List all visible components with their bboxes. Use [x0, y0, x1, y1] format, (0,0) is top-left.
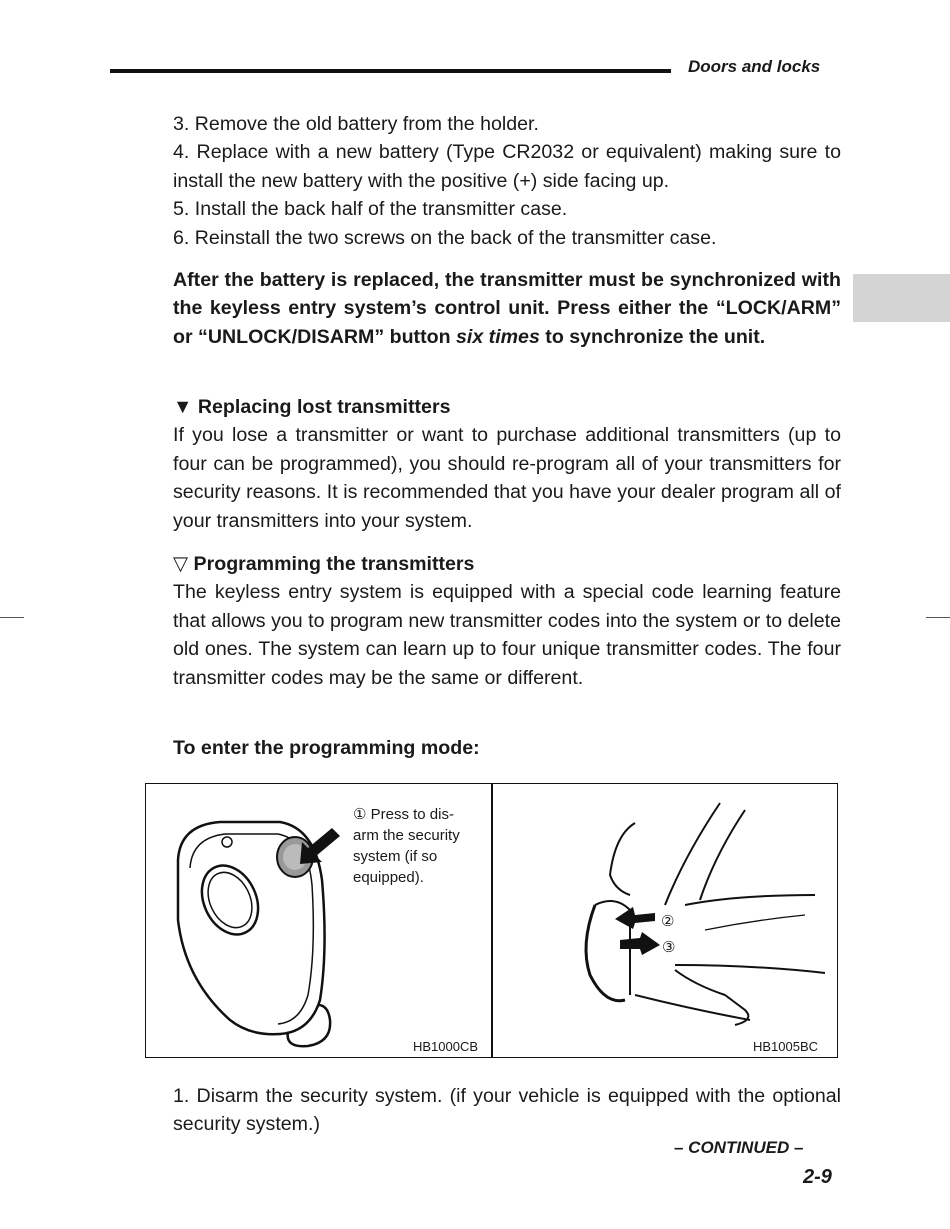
page-number: 2-9 — [803, 1166, 832, 1188]
crop-mark-right — [926, 617, 950, 618]
section-lost-title: Replacing lost transmitters — [197, 396, 451, 418]
step-6: 6. Reinstall the two screws on the back of the transmitter case. — [173, 226, 717, 249]
fob-callout-line-3: system (if so — [353, 848, 438, 865]
sync-note-before: After the battery is replaced, the transmitter must be synchronized with the keyless entry system’s control unit. Press either the “LOCK/ARM” or “UNLOCK/DISARM” button — [173, 269, 841, 348]
sync-note-emphasis: six times — [455, 325, 540, 348]
section-lost-heading — [173, 393, 841, 421]
header-rule — [110, 69, 671, 73]
section-programming-body: The keyless entry system is equipped with a special code learning feature that allows you to program new transmitter codes into the system or to delete old ones. The system can learn up to four unique transmitter codes. The four transmitter codes may be the same or different. — [173, 581, 841, 689]
figure-divider — [491, 783, 493, 1058]
fob-callout-line-1 — [353, 804, 460, 825]
steps-top — [173, 110, 841, 252]
crop-mark-left — [0, 617, 24, 618]
section-lost — [173, 393, 841, 535]
step-4: 4. Replace with a new battery (Type CR2032 or equivalent) making sure to install the new battery with the positive (+) side facing up. — [173, 141, 841, 192]
callout-text-1: Press to dis- — [370, 806, 454, 823]
section-programming-heading — [173, 550, 841, 578]
step-3: 3. Remove the old battery from the holder. — [173, 113, 539, 135]
section-programming-title: Programming the transmitters — [193, 553, 475, 575]
figure-right-code: HB1005BC — [753, 1039, 819, 1054]
chapter-tab — [853, 274, 950, 322]
section-title: Doors and locks — [688, 57, 821, 76]
key-fob-illustration — [160, 800, 360, 1050]
section-programming — [173, 550, 841, 692]
fob-callout-line-2: arm the security — [353, 827, 460, 844]
step-5: 5. Install the back half of the transmitter case. — [173, 198, 568, 221]
callout-number-1: ① — [353, 806, 367, 823]
programming-mode-heading: To enter the programming mode: — [173, 737, 480, 759]
section-lost-body: If you lose a transmitter or want to purchase additional transmitters (up to four can be programmed), you should re-program all of your transmitters for security reasons. It is recommended that you have your dealer program all of your transmitters into your system. — [173, 424, 841, 532]
step-1: 1. Disarm the security system. (if your vehicle is equipped with the optional security system.) — [173, 1085, 841, 1136]
door-label-2: ② — [661, 913, 675, 930]
fob-callout — [353, 804, 460, 888]
outline-triangle-icon: ▽ — [173, 553, 189, 575]
car-door-illustration — [575, 795, 835, 1040]
sync-note-after: to synchronize the unit. — [539, 325, 766, 348]
continued-label: – CONTINUED – — [674, 1138, 804, 1157]
filled-triangle-icon: ▼ — [173, 396, 193, 418]
door-label-3: ③ — [662, 939, 676, 956]
sync-note — [173, 266, 841, 351]
fob-callout-line-4: equipped). — [353, 869, 424, 886]
figure-left-code: HB1000CB — [413, 1039, 479, 1054]
